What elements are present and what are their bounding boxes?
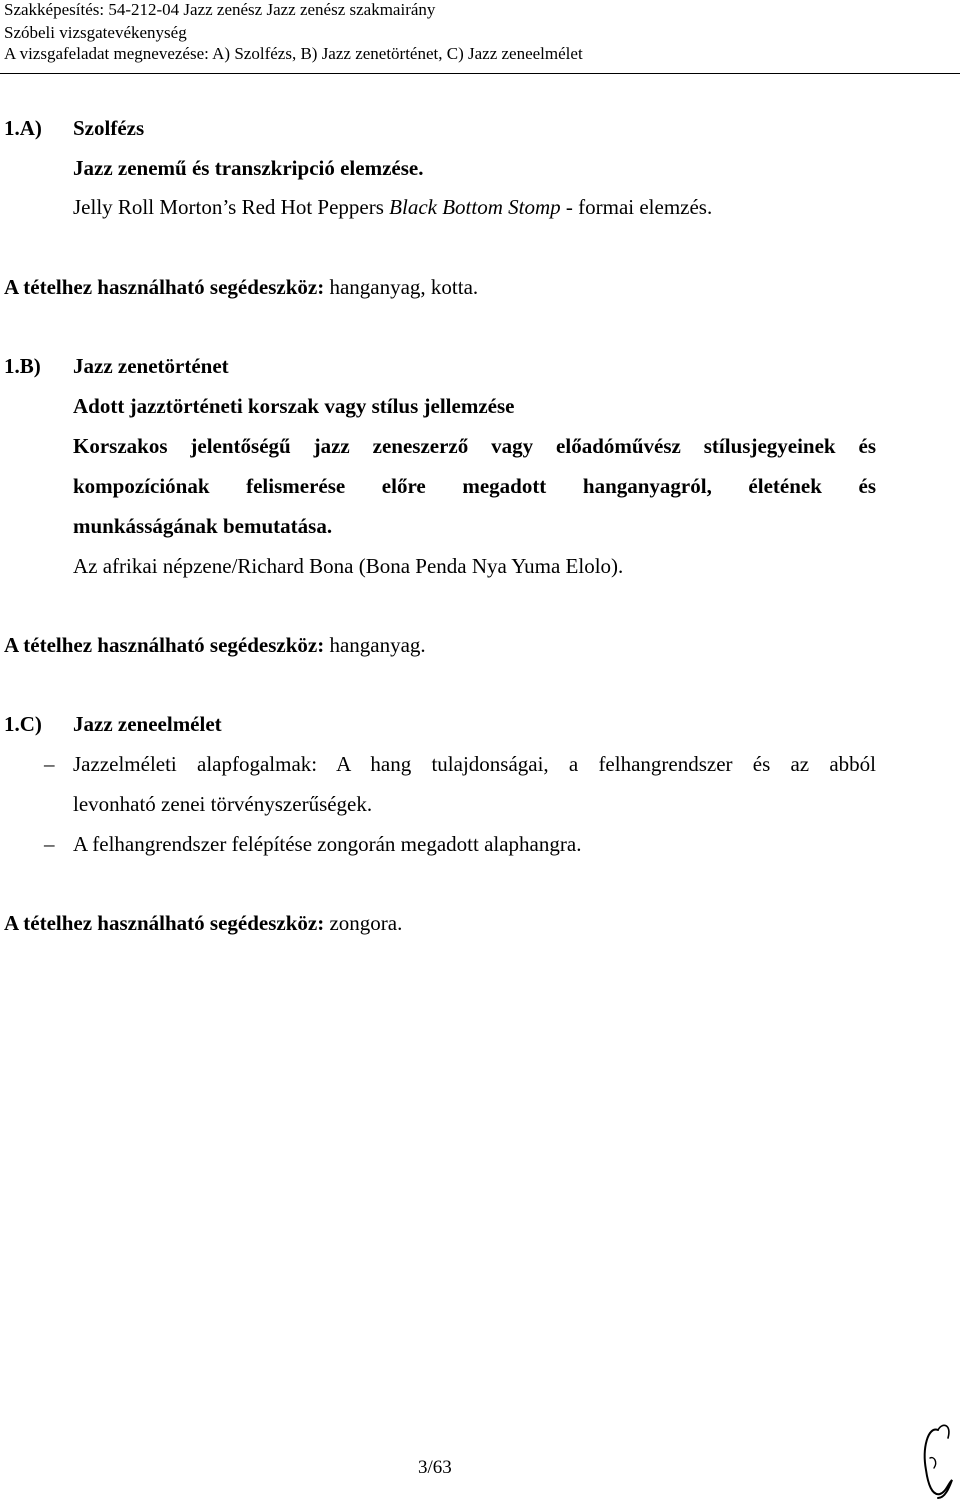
section-c-item2: A felhangrendszer felépítése zongorán megadott alaphangra. bbox=[73, 832, 582, 856]
section-b-tools-value: hanganyag. bbox=[324, 633, 426, 657]
section-a-tools bbox=[4, 274, 478, 300]
section-b-subtitle: Adott jazztörténeti korszak vagy stílus jellemzése bbox=[73, 394, 515, 418]
section-a-number: 1.A) bbox=[4, 116, 42, 140]
page-number: 3/63 bbox=[418, 1457, 452, 1478]
section-b-description-line1: Korszakos jelentőségű jazz zeneszerző vagy előadóművész stílusjegyeinek és bbox=[73, 434, 876, 458]
section-a-detail bbox=[73, 194, 712, 220]
section-b-tools bbox=[4, 632, 426, 658]
list-dash-1: – bbox=[44, 752, 55, 776]
section-b-description-line3: munkásságának bemutatása. bbox=[73, 514, 333, 538]
section-a-detail-prefix: Jelly Roll Morton’s Red Hot Peppers bbox=[73, 195, 390, 219]
section-c-tools-label: A tételhez használható segédeszköz: bbox=[4, 911, 325, 935]
header-task-name: A vizsgafeladat megnevezése: A) Szolfézs, B) Jazz zenetörténet, C) Jazz zeneelmélet bbox=[4, 44, 583, 63]
section-c-tools-value: zongora. bbox=[324, 911, 403, 935]
section-a-tools-label: A tételhez használható segédeszköz: bbox=[4, 275, 325, 299]
header-qualification: Szakképesítés: 54-212-04 Jazz zenész Jazz zenész szakmairány bbox=[4, 0, 436, 19]
section-b-title: Jazz zenetörténet bbox=[73, 354, 229, 378]
section-a-subtitle: Jazz zenemű és transzkripció elemzése. bbox=[73, 156, 424, 180]
section-c-item1-line1: Jazzelméleti alapfogalmak: A hang tulajdonságai, a felhangrendszer és az abból bbox=[73, 752, 876, 776]
section-c-title: Jazz zeneelmélet bbox=[73, 712, 222, 736]
section-b-example: Az afrikai népzene/Richard Bona (Bona Penda Nya Yuma Elolo). bbox=[73, 554, 624, 578]
section-a-title: Szolfézs bbox=[73, 116, 145, 140]
section-c-item1-line2: levonható zenei törvényszerűségek. bbox=[73, 792, 373, 816]
section-a-tools-value: hanganyag, kotta. bbox=[324, 275, 479, 299]
section-a-detail-suffix: - formai elemzés. bbox=[560, 195, 713, 219]
list-dash-2: – bbox=[44, 832, 55, 856]
header-divider bbox=[0, 73, 960, 74]
signature-icon bbox=[918, 1418, 958, 1500]
section-a-detail-work-title: Black Bottom Stomp bbox=[389, 195, 561, 219]
section-b-tools-label: A tételhez használható segédeszköz: bbox=[4, 633, 325, 657]
section-c-number: 1.C) bbox=[4, 712, 42, 736]
section-b-number: 1.B) bbox=[4, 354, 41, 378]
section-b-description-line2: kompozíciónak felismerése előre megadott hanganyagról, életének és bbox=[73, 474, 876, 498]
header-exam-type: Szóbeli vizsgatevékenység bbox=[4, 23, 187, 42]
section-c-tools bbox=[4, 910, 402, 936]
